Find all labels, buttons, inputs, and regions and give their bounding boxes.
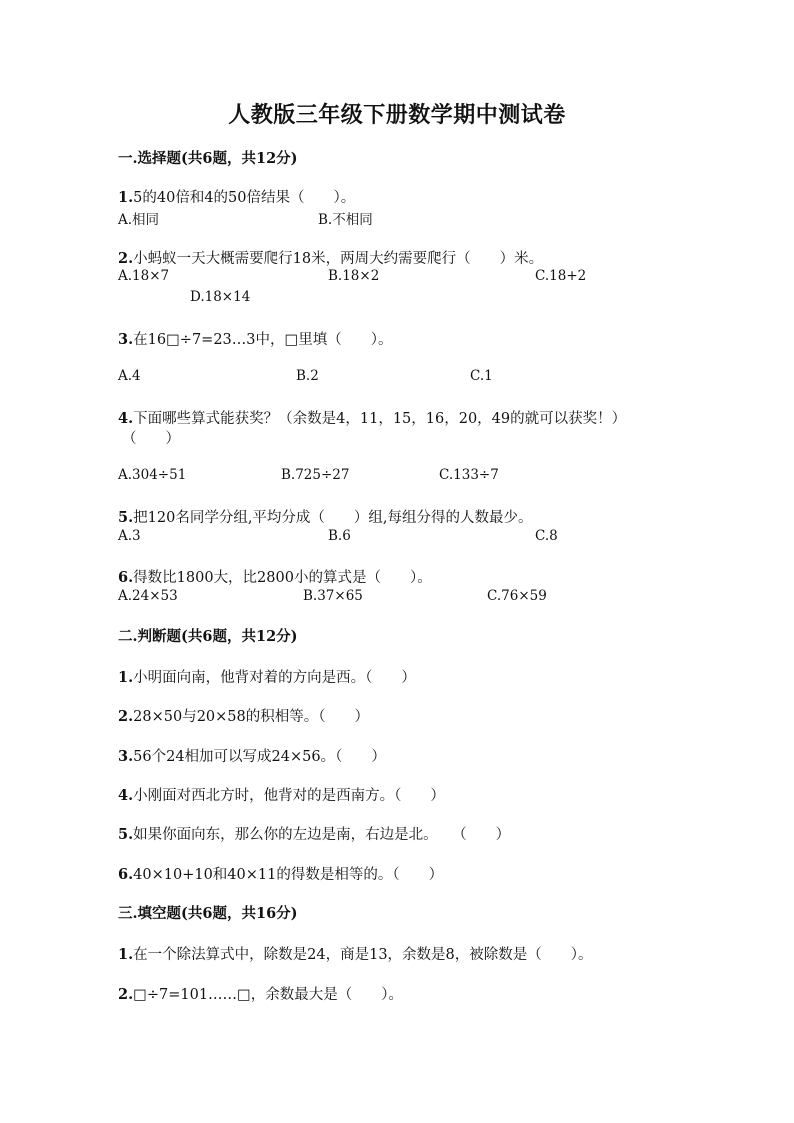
option: C.18+2 bbox=[535, 268, 587, 284]
option: C.133÷7 bbox=[439, 467, 499, 483]
option: B.18×2 bbox=[328, 268, 380, 284]
question-number: 5. bbox=[118, 509, 134, 526]
option: A.24×53 bbox=[118, 588, 178, 604]
question-number: 3. bbox=[118, 748, 134, 765]
option: D.18×14 bbox=[190, 289, 251, 305]
question-number: 1. bbox=[118, 189, 134, 206]
question-number: 2. bbox=[118, 708, 134, 725]
question-number: 1. bbox=[118, 946, 134, 963]
question-text: 下面哪些算式能获奖？（余数是4，11，15，16，20，49的就可以获奖！） bbox=[133, 411, 627, 427]
question-3-1 bbox=[118, 943, 593, 964]
question-text: 56个24相加可以写成24×56。（ ） bbox=[133, 749, 386, 765]
question-text: 在16□÷7=23…3中，□里填（ ）。 bbox=[133, 332, 393, 348]
option: C.8 bbox=[535, 528, 558, 544]
question-2-1 bbox=[118, 666, 416, 687]
question-number: 6. bbox=[118, 866, 134, 883]
option: A.相同 bbox=[118, 212, 160, 228]
option: A.4 bbox=[118, 368, 141, 384]
option: A.304÷51 bbox=[118, 467, 187, 483]
question-number: 6. bbox=[118, 569, 134, 586]
question-text: 在一个除法算式中，除数是24，商是13，余数是8，被除数是（ ）。 bbox=[133, 947, 593, 963]
question-text: 小刚面对西北方时，他背对的是西南方。（ ） bbox=[133, 788, 445, 804]
answer-blank: （ ） bbox=[122, 431, 180, 447]
question-text: 小明面向南，他背对着的方向是西。（ ） bbox=[133, 670, 416, 686]
question-1-4 bbox=[118, 407, 626, 428]
question-1-6 bbox=[118, 566, 432, 587]
question-2-6 bbox=[118, 863, 443, 884]
question-2-5 bbox=[118, 823, 510, 844]
option: A.3 bbox=[118, 528, 141, 544]
question-text: □÷7=101……□，余数最大是（ ）。 bbox=[133, 987, 403, 1003]
page-title: 人教版三年级下册数学期中测试卷 bbox=[228, 102, 566, 128]
question-2-4 bbox=[118, 784, 445, 805]
question-number: 3. bbox=[118, 331, 134, 348]
question-number: 1. bbox=[118, 669, 134, 686]
question-number: 4. bbox=[118, 787, 134, 804]
option: C.1 bbox=[470, 368, 493, 384]
option: B.不相同 bbox=[318, 212, 373, 228]
option: A.18×7 bbox=[118, 268, 170, 284]
question-text: 把120名同学分组,平均分成（ ）组,每组分得的人数最少。 bbox=[133, 510, 533, 526]
question-1-3 bbox=[118, 328, 392, 349]
option: C.76×59 bbox=[487, 588, 547, 604]
question-number: 2. bbox=[118, 986, 134, 1003]
question-number: 4. bbox=[118, 410, 134, 427]
question-3-2 bbox=[118, 983, 403, 1004]
option: B.6 bbox=[328, 528, 351, 544]
question-text: 如果你面向东，那么你的左边是南，右边是北。 （ ） bbox=[133, 827, 511, 843]
question-text: 28×50与20×58的积相等。（ ） bbox=[133, 709, 369, 725]
question-1-2 bbox=[118, 247, 543, 268]
section-heading-choice: 一.选择题(共6题，共12分) bbox=[118, 150, 298, 167]
section-heading-fill-in: 三.填空题(共6题，共16分) bbox=[118, 905, 298, 922]
question-2-3 bbox=[118, 745, 386, 766]
option: B.37×65 bbox=[303, 588, 363, 604]
question-2-2 bbox=[118, 705, 369, 726]
question-text: 5的40倍和4的50倍结果（ ）。 bbox=[133, 190, 356, 206]
question-number: 5. bbox=[118, 826, 134, 843]
question-number: 2. bbox=[118, 250, 134, 267]
section-heading-judgement: 二.判断题(共6题，共12分) bbox=[118, 628, 298, 645]
option: B.2 bbox=[296, 368, 319, 384]
question-1-5 bbox=[118, 506, 533, 527]
question-text: 得数比1800大，比2800小的算式是（ ）。 bbox=[133, 570, 432, 586]
question-text: 小蚂蚁一天大概需要爬行18米，两周大约需要爬行（ ）米。 bbox=[133, 251, 544, 267]
question-1-1 bbox=[118, 186, 355, 207]
question-text: 40×10+10和40×11的得数是相等的。（ ） bbox=[133, 867, 444, 883]
option: B.725÷27 bbox=[281, 467, 350, 483]
